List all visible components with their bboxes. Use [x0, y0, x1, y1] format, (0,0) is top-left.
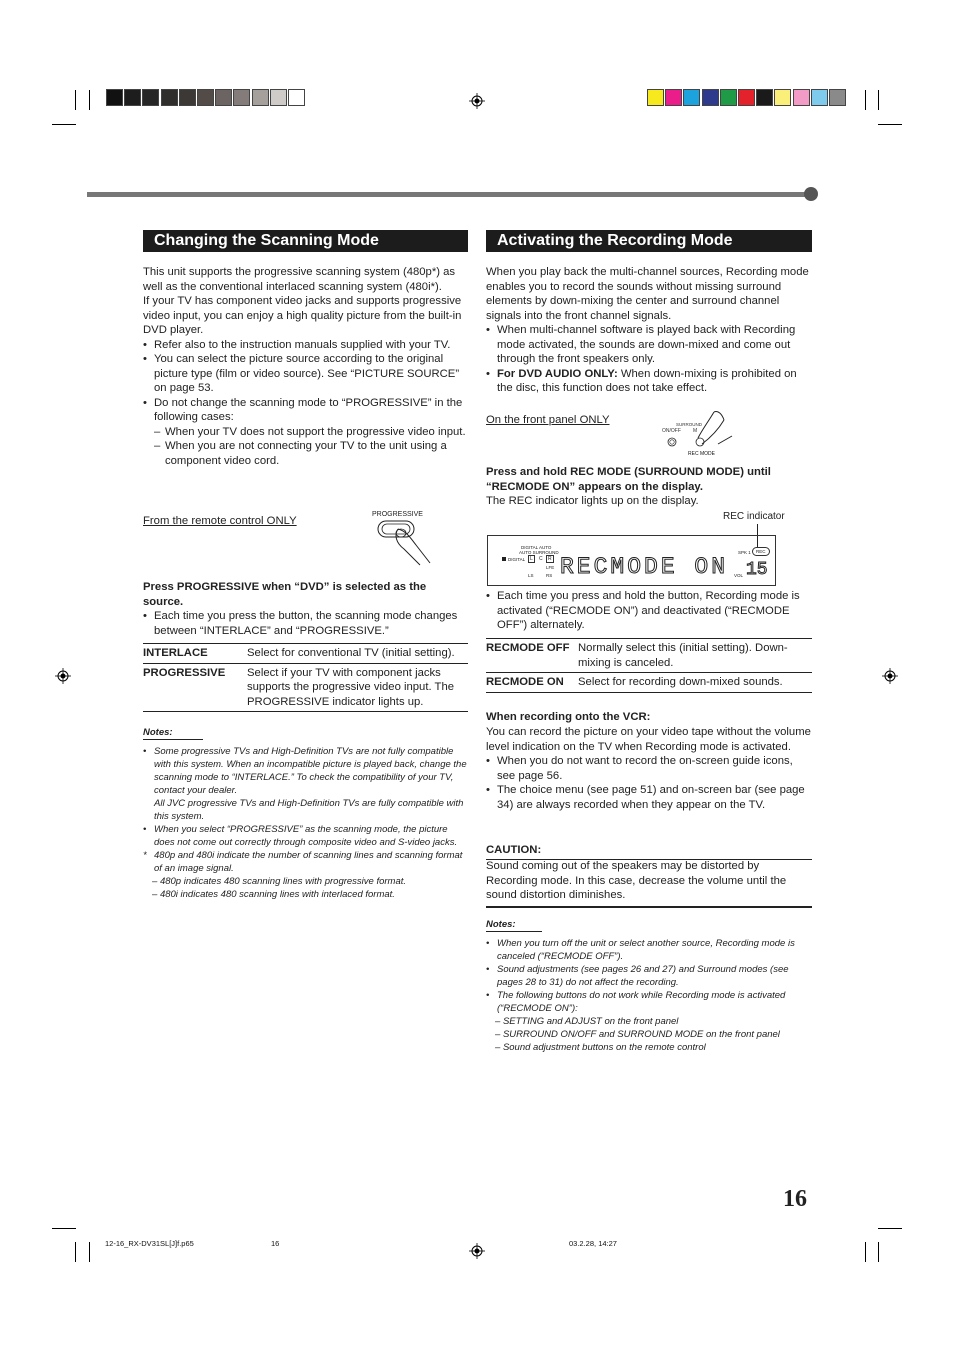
progressive-instruction: Press PROGRESSIVE when “DVD” is selected as the source.	[143, 581, 427, 608]
remote-control-label: From the remote control ONLY	[143, 515, 297, 527]
table-desc: Normally select this (initial setting). Down-mixing is canceled.	[578, 642, 788, 669]
list-item: • Refer also to the instruction manuals supplied with your TV.	[143, 338, 468, 353]
registration-mark-icon	[469, 1243, 485, 1259]
footer-filename: 12-16_RX-DV31SL[J]f.p65	[105, 1239, 194, 1248]
rec-indicator: REC	[752, 547, 770, 556]
color-swatch	[665, 89, 682, 106]
progressive-button-press-icon	[376, 519, 434, 567]
progressive-instruction-note	[143, 609, 461, 638]
channel-l-indicator: L	[530, 556, 533, 562]
color-swatch	[793, 89, 810, 106]
rec-mode-label: REC MODE	[688, 451, 715, 457]
recording-section-body	[486, 265, 812, 396]
caution-title: CAUTION:	[486, 844, 542, 856]
color-swatch	[683, 89, 700, 106]
list-item: – When you are not connecting your TV to the unit using a component video cord.	[143, 439, 468, 468]
intro-paragraph: When you play back the multi-channel sources, Recording mode enables you to record the sounds without missing surround elements by down-mixing the center and surround channel signals into the front channel signals.	[486, 266, 809, 322]
volume-value: 15	[746, 560, 768, 580]
top-rule	[87, 192, 811, 197]
table-row	[143, 663, 468, 711]
intro-paragraph: This unit supports the progressive scanning system (480p*) as well as the conventional interlaced scanning system (480i*).	[143, 266, 456, 293]
channel-c-indicator: C	[539, 556, 543, 562]
note-item: All JVC progressive TVs and High-Definition TVs are fully compatible with this system.	[154, 798, 464, 822]
note-item: • Sound adjustments (see pages 26 and 27) and Surround modes (see pages 28 to 31) do not affect the recording.	[486, 963, 814, 989]
vcr-title: When recording onto the VCR:	[486, 711, 651, 723]
color-swatch	[270, 89, 287, 106]
table-desc: Select for conventional TV (initial setting).	[247, 647, 455, 659]
scanning-mode-table	[143, 643, 468, 712]
color-swatch	[215, 89, 232, 106]
note-text: Sound adjustment buttons on the remote control	[502, 1042, 706, 1053]
page-number: 16	[783, 1186, 807, 1212]
progressive-button-label: PROGRESSIVE	[372, 511, 423, 518]
note-item: * 480p and 480i indicate the number of scanning lines and scanning format of an image signal.	[143, 849, 469, 875]
scanning-notes	[143, 745, 469, 901]
note-text: SETTING and ADJUST on the front panel	[502, 1016, 679, 1027]
front-panel-label: On the front panel ONLY	[486, 414, 610, 426]
list-item: • When you do not want to record the on-screen guide icons, see page 56.	[486, 754, 812, 783]
list-item	[486, 367, 812, 396]
list-item: • The choice menu (see page 51) and on-screen bar (see page 34) are always recorded when they appear on the TV.	[486, 783, 812, 812]
color-swatch	[702, 89, 719, 106]
color-swatch	[106, 89, 123, 106]
rec-mode-instruction-sub: The REC indicator lights up on the display.	[486, 495, 699, 507]
color-swatch	[233, 89, 250, 106]
table-term: RECMODE OFF	[486, 642, 570, 654]
rec-indicator-label: REC indicator	[723, 511, 785, 522]
registration-mark-icon	[55, 668, 71, 684]
note-item: • When you select “PROGRESSIVE” as the scanning mode, the picture does not come out correctly through composite video and S-video jacks.	[143, 823, 469, 849]
display-main-text: RECMODE ON	[560, 554, 729, 580]
list-item: • You can select the picture source according to the original picture type (film or video source). See “PICTURE SOURCE” on page 53.	[143, 352, 468, 396]
list-item: • Do not change the scanning mode to “PROGRESSIVE” in the following cases:	[143, 396, 468, 425]
color-swatch	[197, 89, 214, 106]
color-swatch	[161, 89, 178, 106]
registration-mark-icon	[469, 93, 485, 109]
front-panel-display	[487, 535, 776, 586]
color-swatch	[811, 89, 828, 106]
top-rule-dot	[804, 187, 818, 201]
surround-label: SURROUND	[676, 422, 703, 427]
lfe-indicator: LFE	[546, 565, 555, 570]
rec-mode-button-press-icon	[662, 408, 738, 452]
list-item: • Each time you press the button, the scanning mode changes between “INTERLACE” and “PROGRESSIVE.”	[143, 609, 461, 638]
intro-paragraph: If your TV has component video jacks and supports progressive video input, you can enjoy a high quality picture from the built-in DVD player.	[143, 295, 462, 336]
note-item: • When you turn off the unit or select another source, Recording mode is canceled (“RECMODE OFF”).	[486, 937, 814, 963]
note-item: • Some progressive TVs and High-Definition TVs are not fully compatible with this system. When an incompatible picture is played back, change the scanning mode to “INTERLACE.” To check the compatibility of your TV, contact your dealer.	[143, 745, 469, 797]
color-swatch	[142, 89, 159, 106]
footer-page: 16	[271, 1239, 280, 1248]
registration-mark-icon	[882, 668, 898, 684]
color-swatch	[738, 89, 755, 106]
color-swatch	[774, 89, 791, 106]
note-item: – Sound adjustment buttons on the remote control	[495, 1042, 706, 1053]
table-row	[486, 639, 812, 673]
color-swatch	[829, 89, 846, 106]
list-item: – When your TV does not support the progressive video input.	[143, 425, 468, 440]
table-desc: Select if your TV with component jacks supports the progressive video input. The PROGRESSIVE indicator lights up.	[247, 666, 455, 708]
footer-timestamp: 03.2.28, 14:27	[569, 1239, 617, 1248]
display-toggle-note	[486, 589, 812, 633]
section-heading-recording: Activating the Recording Mode	[486, 230, 812, 252]
recording-notes	[486, 937, 814, 1054]
color-swatch	[647, 89, 664, 106]
scanning-section-body	[143, 265, 468, 468]
note-text: SURROUND ON/OFF and SURROUND MODE on the front panel	[502, 1029, 780, 1040]
recording-mode-table	[486, 638, 812, 693]
note-item: – SURROUND ON/OFF and SURROUND MODE on the front panel	[495, 1029, 780, 1040]
on-off-label: ON/OFF	[662, 428, 681, 434]
digital-indicator: DIGITAL	[508, 557, 526, 562]
color-swatch	[252, 89, 269, 106]
caution-text: Sound coming out of the speakers may be distorted by Recording mode. In this case, decrease the volume until the sound distortion diminishes.	[486, 859, 812, 908]
speaker-indicator: SPK 1	[738, 550, 751, 555]
dvd-audio-label: For DVD AUDIO ONLY:	[497, 367, 618, 380]
notes-title: Notes:	[486, 919, 542, 932]
note-item: – 480p indicates 480 scanning lines with progressive format.	[152, 876, 407, 887]
table-term: INTERLACE	[143, 647, 208, 659]
list-item: • Each time you press and hold the button, Recording mode is activated (“RECMODE ON”) and deactivated (“RECMODE OFF”) alternately.	[486, 589, 812, 633]
vcr-section	[486, 725, 812, 812]
caution-header	[486, 840, 812, 860]
notes-title: Notes:	[143, 727, 203, 740]
auto-surround-indicator: AUTO SURROUND	[519, 550, 559, 555]
m-label: M	[693, 428, 698, 434]
section-heading-scanning: Changing the Scanning Mode	[143, 230, 468, 252]
color-swatch	[720, 89, 737, 106]
table-row	[143, 644, 468, 663]
table-term: PROGRESSIVE	[143, 666, 226, 679]
ls-indicator: LS	[528, 573, 534, 578]
color-swatch	[756, 89, 773, 106]
vcr-text: You can record the picture on your video tape without the volume level indication on the TV when Recording mode is activated.	[486, 726, 811, 753]
vol-label: VOL	[734, 573, 744, 578]
note-item: – SETTING and ADJUST on the front panel	[495, 1016, 679, 1027]
channel-r-indicator: R	[548, 556, 552, 562]
color-swatch	[179, 89, 196, 106]
rs-indicator: RS	[546, 573, 553, 578]
color-swatch	[124, 89, 141, 106]
color-swatch	[288, 89, 305, 106]
note-item: – 480i indicates 480 scanning lines with interlaced format.	[152, 889, 395, 900]
table-term: RECMODE ON	[486, 676, 564, 688]
table-row	[486, 673, 812, 692]
rec-mode-instruction: Press and hold REC MODE (SURROUND MODE) until “RECMODE ON” appears on the display.	[486, 466, 771, 493]
table-desc: Select for recording down-mixed sounds.	[578, 676, 783, 688]
note-text: 480i indicates 480 scanning lines with interlaced format.	[159, 889, 395, 900]
note-text: 480p indicates 480 scanning lines with progressive format.	[159, 876, 407, 887]
dolby-digital-icon	[502, 557, 506, 561]
digital-auto-indicator: DIGITAL AUTO	[521, 545, 552, 550]
note-item: • The following buttons do not work while Recording mode is activated (“RECMODE ON”):	[486, 989, 814, 1015]
list-item: • When multi-channel software is played back with Recording mode activated, the sounds are down-mixed and come out through the front speakers only.	[486, 323, 812, 367]
dvd-audio-text: When down-mixing is prohibited on the disc, this function does not take effect.	[497, 367, 797, 394]
